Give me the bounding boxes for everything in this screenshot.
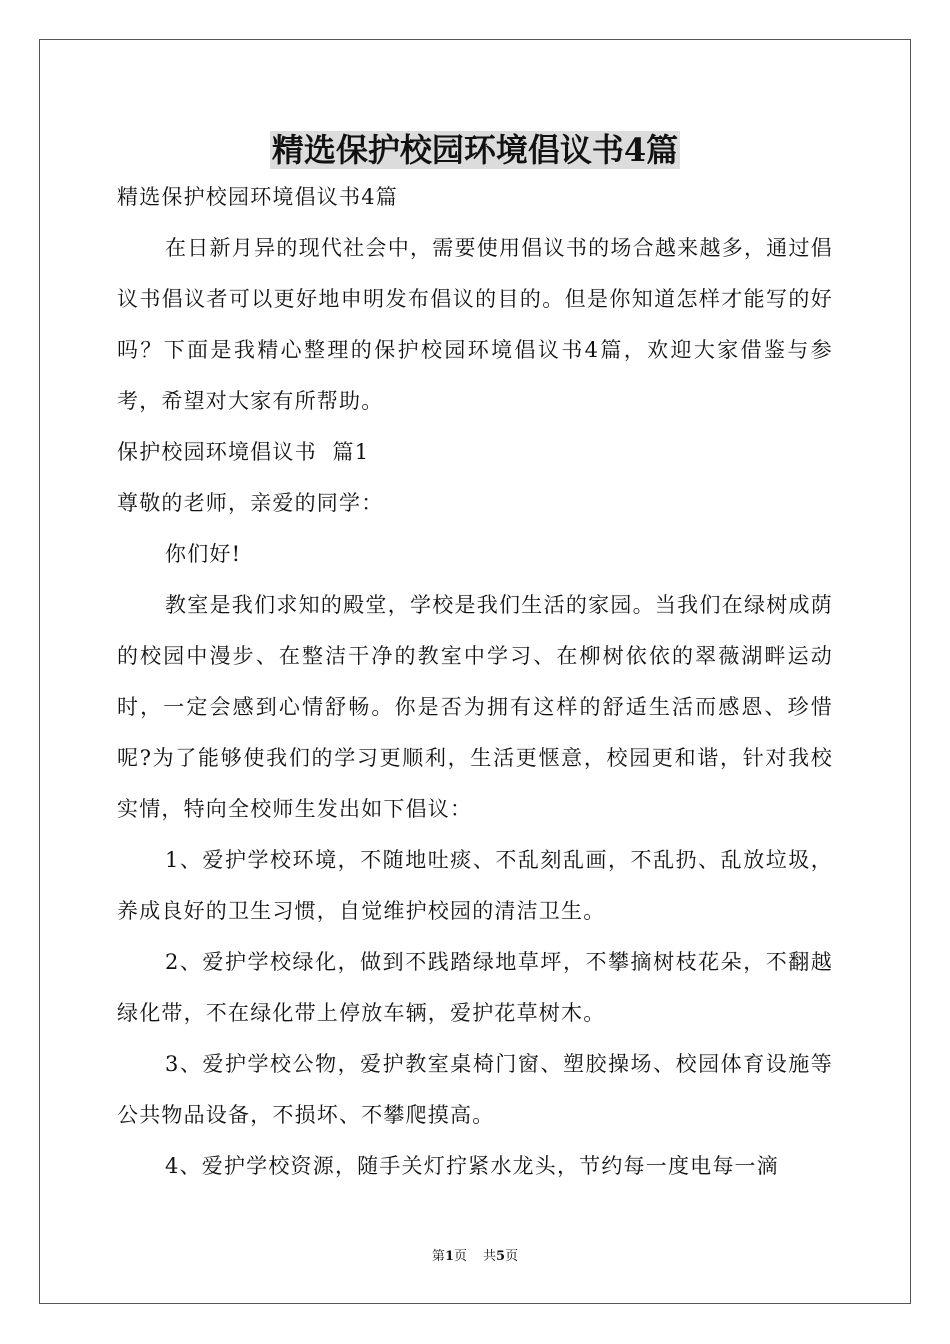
section-heading: 保护校园环境倡议书 篇1 (117, 440, 370, 464)
proposal-item: 1、爱护学校环境，不随地吐痰、不乱刻乱画，不乱扔、乱放垃圾，养成良好的卫生习惯，自觉维护校园的清洁卫生。 (117, 848, 833, 923)
document-body (117, 172, 833, 1192)
greeting: 你们好! (165, 542, 242, 566)
salutation: 尊敬的老师，亲爱的同学： (117, 491, 384, 515)
document-title-text: 精选保护校园环境倡议书4篇 (271, 131, 679, 169)
footer-total-prefix: 共 (483, 1249, 497, 1264)
page-footer (0, 1247, 950, 1267)
paragraph: 教室是我们求知的殿堂，学校是我们生活的家园。当我们在绿树成荫的校园中漫步、在整洁干净的教室中学习、在柳树依依的翠薇湖畔运动时，一定会感到心情舒畅。你是否为拥有这样的舒适生活而感恩、珍惜呢?为了能够使我们的学习更顺利，生活更惬意，校园更和谐，针对我校实情，特向全校师生发出如下倡议： (117, 593, 833, 821)
proposal-item: 2、爱护学校绿化，做到不践踏绿地草坪，不攀摘树枝花朵，不翻越绿化带，不在绿化带上停放车辆，爱护花草树木。 (117, 950, 833, 1025)
proposal-item: 4、爱护学校资源，随手关灯拧紧水龙头，节约每一度电每一滴 (165, 1154, 779, 1178)
proposal-item: 3、爱护学校公物，爱护教室桌椅门窗、塑胶操场、校园体育设施等公共物品设备，不损坏、不攀爬摸高。 (117, 1052, 833, 1127)
document-title (0, 126, 950, 174)
footer-page-suffix: 页 (453, 1249, 467, 1264)
paragraph: 在日新月异的现代社会中，需要使用倡议书的场合越来越多，通过倡议书倡议者可以更好地申明发布倡议的目的。但是你知道怎样才能写的好吗？下面是我精心整理的保护校园环境倡议书4篇，欢迎大家借鉴与参考，希望对大家有所帮助。 (117, 236, 833, 413)
footer-page-prefix: 第 (431, 1249, 445, 1264)
footer-total-suffix: 页 (505, 1249, 519, 1264)
footer-total-pages: 5 (496, 1249, 506, 1264)
paragraph: 精选保护校园环境倡议书4篇 (117, 185, 398, 209)
footer-page-number: 1 (444, 1249, 454, 1264)
